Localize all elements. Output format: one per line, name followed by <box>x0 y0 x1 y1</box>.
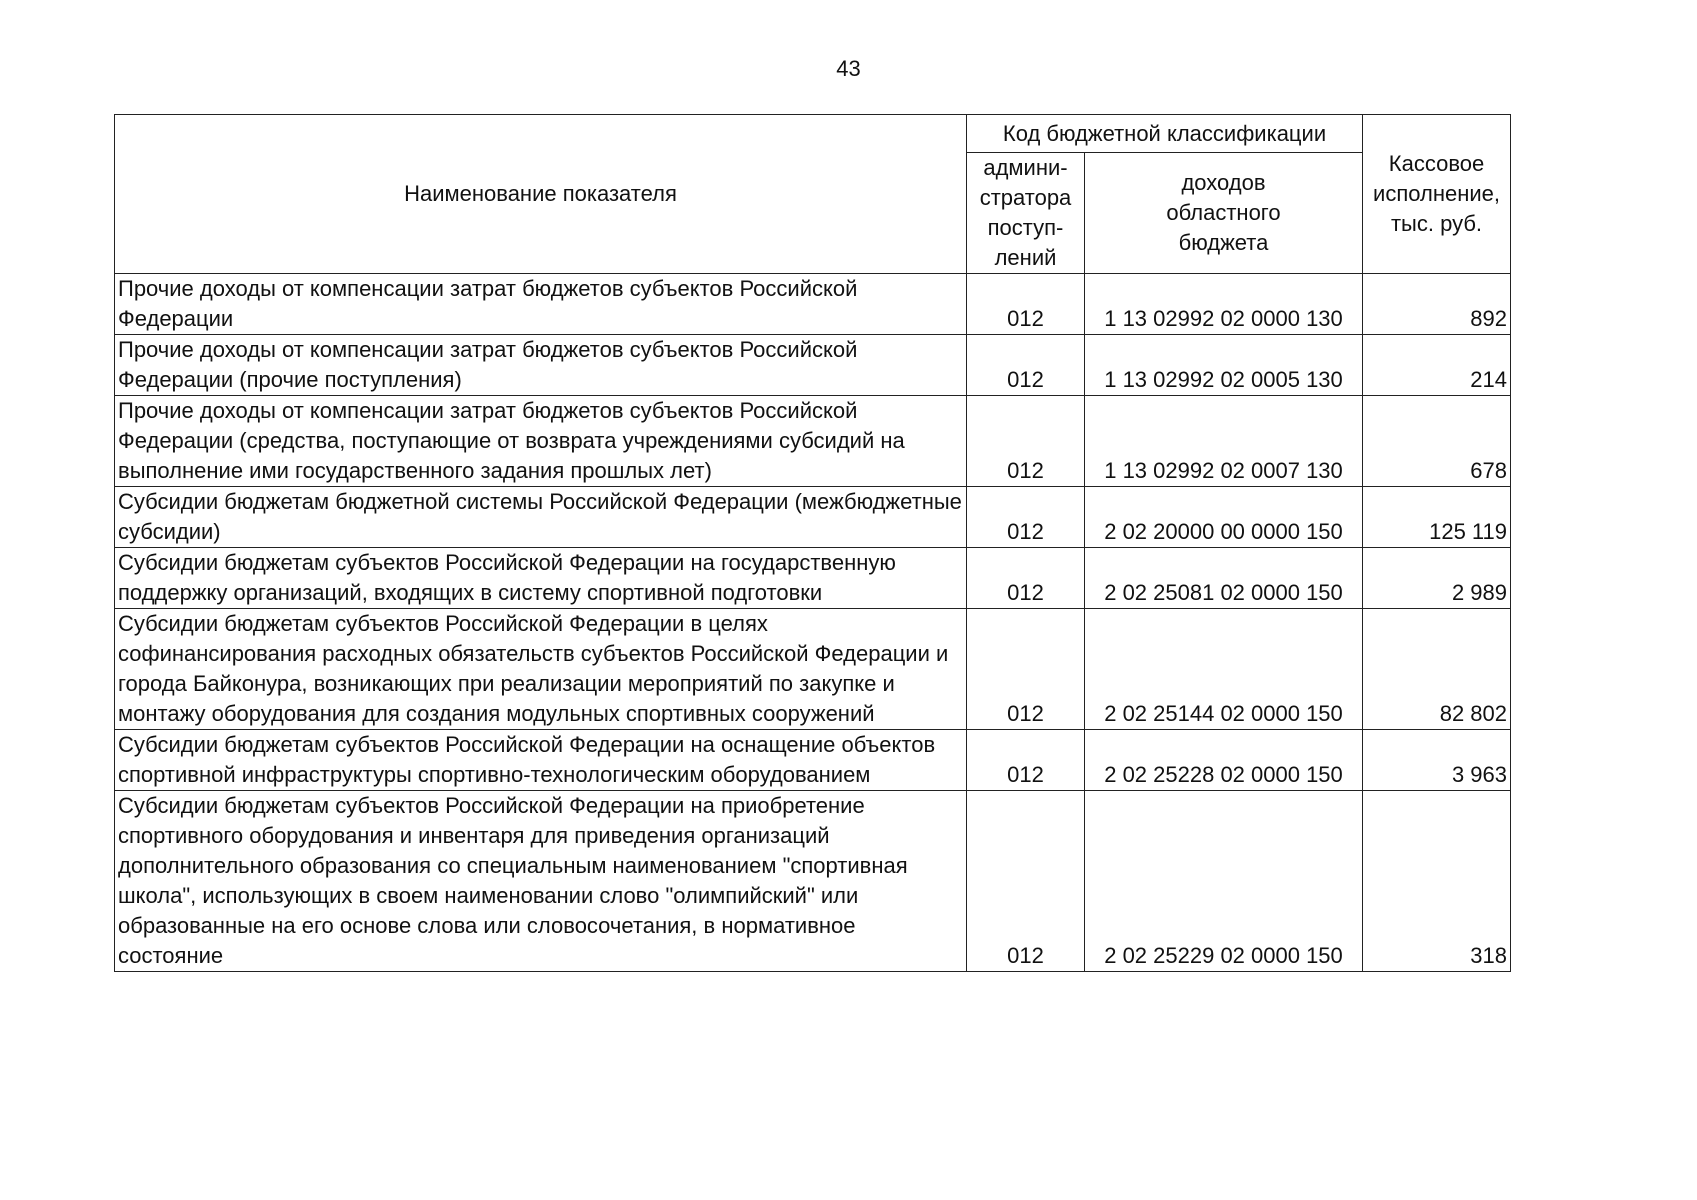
row-name: Субсидии бюджетам субъектов Российской Федерации на оснащение объектов спортивной инфраструктуры спортивно-технологическим оборудованием <box>115 730 967 791</box>
row-amount: 214 <box>1363 335 1511 396</box>
row-admin-code: 012 <box>967 791 1085 972</box>
row-admin-code: 012 <box>967 274 1085 335</box>
header-cash-execution: Кассовое исполнение, тыс. руб. <box>1363 115 1511 274</box>
row-admin-code: 012 <box>967 548 1085 609</box>
row-income-code: 2 02 25081 02 0000 150 <box>1085 548 1363 609</box>
row-amount: 892 <box>1363 274 1511 335</box>
row-income-code: 2 02 25229 02 0000 150 <box>1085 791 1363 972</box>
header-budget-classification-code: Код бюджетной классификации <box>967 115 1363 153</box>
row-amount: 678 <box>1363 396 1511 487</box>
header-revenue-administrator: админи- стратора поступ- лений <box>967 153 1085 274</box>
row-amount: 82 802 <box>1363 609 1511 730</box>
budget-revenue-table <box>114 114 1511 972</box>
table-header <box>115 115 1511 274</box>
table-row <box>115 609 1511 730</box>
row-name: Субсидии бюджетам субъектов Российской Федерации на приобретение спортивного оборудования и инвентаря для приведения организаций дополнительного образования со специальным наименованием "спортивная школа", использующих в своем наименовании слово "олимпийский" или образованные на его основе слова или словосочетания, в нормативное состояние <box>115 791 967 972</box>
row-admin-code: 012 <box>967 487 1085 548</box>
row-income-code: 2 02 20000 00 0000 150 <box>1085 487 1363 548</box>
row-income-code: 1 13 02992 02 0005 130 <box>1085 335 1363 396</box>
table-row <box>115 791 1511 972</box>
row-name: Прочие доходы от компенсации затрат бюджетов субъектов Российской Федерации <box>115 274 967 335</box>
row-name: Субсидии бюджетам субъектов Российской Федерации в целях софинансирования расходных обязательств субъектов Российской Федерации и города Байконура, возникающих при реализации мероприятий по закупке и монтажу оборудования для создания модульных спортивных сооружений <box>115 609 967 730</box>
row-name: Субсидии бюджетам бюджетной системы Российской Федерации (межбюджетные субсидии) <box>115 487 967 548</box>
table-row <box>115 274 1511 335</box>
row-name: Субсидии бюджетам субъектов Российской Федерации на государственную поддержку организаций, входящих в систему спортивной подготовки <box>115 548 967 609</box>
page-number: 43 <box>836 56 861 81</box>
table-row <box>115 548 1511 609</box>
row-name: Прочие доходы от компенсации затрат бюджетов субъектов Российской Федерации (прочие поступления) <box>115 335 967 396</box>
table-row <box>115 335 1511 396</box>
header-regional-budget-income: доходов областного бюджета <box>1085 153 1363 274</box>
row-admin-code: 012 <box>967 730 1085 791</box>
row-income-code: 2 02 25228 02 0000 150 <box>1085 730 1363 791</box>
row-income-code: 2 02 25144 02 0000 150 <box>1085 609 1363 730</box>
table-row <box>115 396 1511 487</box>
row-income-code: 1 13 02992 02 0000 130 <box>1085 274 1363 335</box>
row-income-code: 1 13 02992 02 0007 130 <box>1085 396 1363 487</box>
row-admin-code: 012 <box>967 335 1085 396</box>
row-amount: 2 989 <box>1363 548 1511 609</box>
row-admin-code: 012 <box>967 396 1085 487</box>
table-row <box>115 487 1511 548</box>
row-amount: 125 119 <box>1363 487 1511 548</box>
row-amount: 318 <box>1363 791 1511 972</box>
row-name: Прочие доходы от компенсации затрат бюджетов субъектов Российской Федерации (средства, поступающие от возврата учреждениями субсидий на выполнение ими государственного задания прошлых лет) <box>115 396 967 487</box>
row-amount: 3 963 <box>1363 730 1511 791</box>
row-admin-code: 012 <box>967 609 1085 730</box>
header-indicator-name: Наименование показателя <box>115 115 967 274</box>
table-row <box>115 730 1511 791</box>
